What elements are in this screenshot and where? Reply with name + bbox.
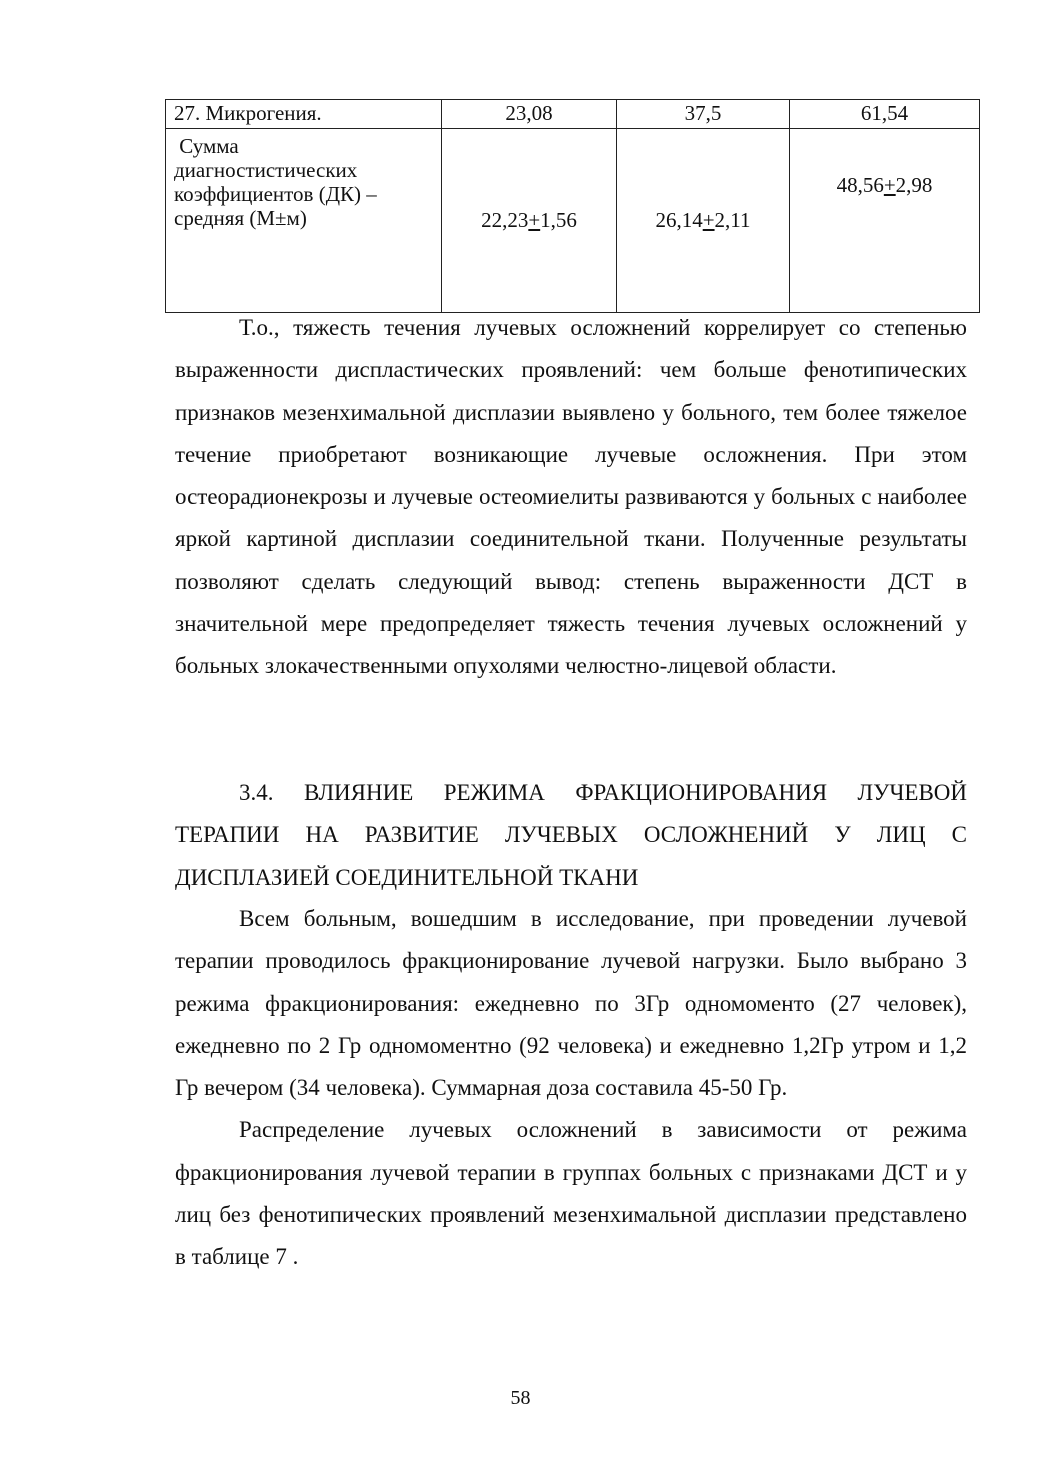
plus-minus-sign: + [883, 173, 896, 197]
data-table [165, 99, 980, 313]
plus-minus-sign: + [528, 207, 541, 232]
error-value: 1,56 [540, 207, 577, 232]
table-cell-label [166, 129, 442, 313]
table-cell-value: 61,54 [790, 100, 980, 129]
table-cell-value [790, 129, 980, 313]
mean-value: 26,14 [655, 207, 703, 232]
mean-value: 48,56 [836, 173, 884, 197]
plus-minus-sign: + [702, 207, 715, 232]
table-row [166, 100, 980, 129]
table-cell-value [617, 129, 790, 313]
table-cell-value [442, 129, 617, 313]
table-cell-label: 27. Микрогения. [166, 100, 442, 129]
paragraph: Всем больным, вошедшим в исследование, при проведении лучевой терапии проводилось фракционирование лучевой нагрузки. Было выбрано 3 режима фракционирования: ежедневно по 3Гр одномоменто (27 человек), ежедневно по 2 Гр одномоментно (92 человека) и ежедневно 1,2Гр утром и 1,2 Гр вечером (34 человека). Суммарная доза составила 45-50 Гр. [175, 906, 967, 1101]
label-line: Сумма [174, 134, 239, 158]
mean-value: 22,23 [481, 207, 529, 232]
label-line: диагностистических [174, 157, 358, 182]
table-cell-value: 23,08 [442, 100, 617, 129]
paragraph: Распределение лучевых осложнений в зависимости от режима фракционирования лучевой терапии в группах больных с признаками ДСТ и у лиц без фенотипических проявлений мезенхимальной дисплазии представлено в таблице 7 . [175, 1117, 967, 1270]
page-number: 58 [510, 1387, 531, 1409]
body-text-block [175, 307, 967, 688]
label-line: коэффициентов (ДК) – [174, 181, 377, 206]
error-value: 2,11 [714, 207, 751, 232]
table-cell-value: 37,5 [617, 100, 790, 129]
table-row [166, 129, 980, 313]
paragraph: Т.о., тяжесть течения лучевых осложнений коррелирует со степенью выраженности диспластических проявлений: чем больше фенотипических признаков мезенхимальной дисплазии выявлено у больного, тем более тяжелое течение приобретают возникающие лучевые осложнения. При этом остеорадионекрозы и лучевые остеомиелиты развиваются у больных с наиболее яркой картиной дисплазии соединительной ткани. Полученные результаты позволяют сделать следующий вывод: степень выраженности ДСТ в значительной мере предопределяет тяжесть течения лучевых осложнений у больных злокачественными опухолями челюстно-лицевой области. [175, 315, 967, 679]
label-line: средняя (М±м) [174, 205, 307, 230]
error-value: 2,98 [895, 173, 933, 197]
section-heading: 3.4. ВЛИЯНИЕ РЕЖИМА ФРАКЦИОНИРОВАНИЯ ЛУЧЕВОЙ ТЕРАПИИ НА РАЗВИТИЕ ЛУЧЕВЫХ ОСЛОЖНЕНИЙ У ЛИЦ С ДИСПЛАЗИЕЙ СОЕДИНИТЕЛЬНОЙ ТКАНИ [175, 780, 967, 890]
body-text-block [175, 898, 967, 1279]
